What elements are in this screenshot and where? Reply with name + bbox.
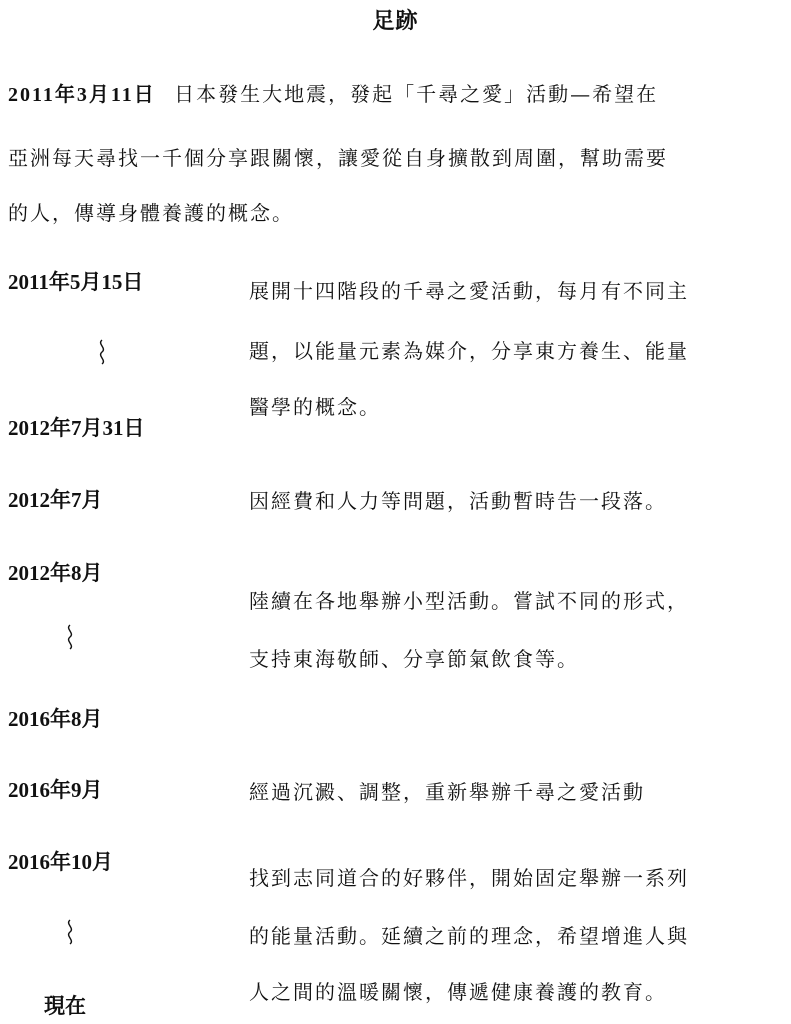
entry-5-end-label: 現在 (44, 993, 86, 1018)
entry-1-line-2: 題，以能量元素為媒介，分享東方養生、能量 (249, 339, 689, 363)
range-tilde-icon (96, 338, 112, 366)
page-title: 足跡 (372, 8, 419, 34)
entry-1-line-3: 醫學的概念。 (249, 395, 381, 419)
entry-1-end-date: 2012年7月31日 (8, 416, 145, 440)
entry-1-line-1: 展開十四階段的千尋之愛活動，每月有不同主 (249, 279, 689, 303)
intro-line-1 (8, 78, 658, 107)
entry-3-line-2: 支持東海敬師、分享節氣飲食等。 (249, 647, 579, 671)
entry-5-line-3: 人之間的溫暖關懷，傳遞健康養護的教育。 (249, 980, 667, 1004)
intro-line-3: 的人，傳導身體養護的概念。 (8, 201, 294, 225)
intro-date: 2011年3月11日 (8, 84, 156, 106)
entry-3-start-date: 2012年8月 (8, 561, 103, 585)
entry-3-end-date: 2016年8月 (8, 707, 103, 731)
entry-4-line-1: 經過沉澱、調整，重新舉辦千尋之愛活動 (249, 780, 645, 804)
entry-2-line-1: 因經費和人力等問題，活動暫時告一段落。 (249, 489, 667, 513)
entry-4-date: 2016年9月 (8, 778, 103, 802)
entry-2-date: 2012年7月 (8, 488, 103, 512)
entry-3-line-1: 陸續在各地舉辦小型活動。嘗試不同的形式， (249, 589, 689, 613)
intro-text-1: 日本發生大地震，發起「千尋之愛」活動—希望在 (174, 82, 659, 106)
entry-5-line-2: 的能量活動。延續之前的理念，希望增進人與 (249, 924, 689, 948)
range-tilde-icon (64, 918, 80, 946)
entry-5-start-date: 2016年10月 (8, 850, 113, 874)
entry-1-start-date: 2011年5月15日 (8, 270, 144, 294)
intro-line-2: 亞洲每天尋找一千個分享跟關懷，讓愛從自身擴散到周圍，幫助需要 (8, 146, 668, 170)
range-tilde-icon (64, 623, 80, 651)
entry-5-line-1: 找到志同道合的好夥伴，開始固定舉辦一系列 (249, 866, 689, 890)
